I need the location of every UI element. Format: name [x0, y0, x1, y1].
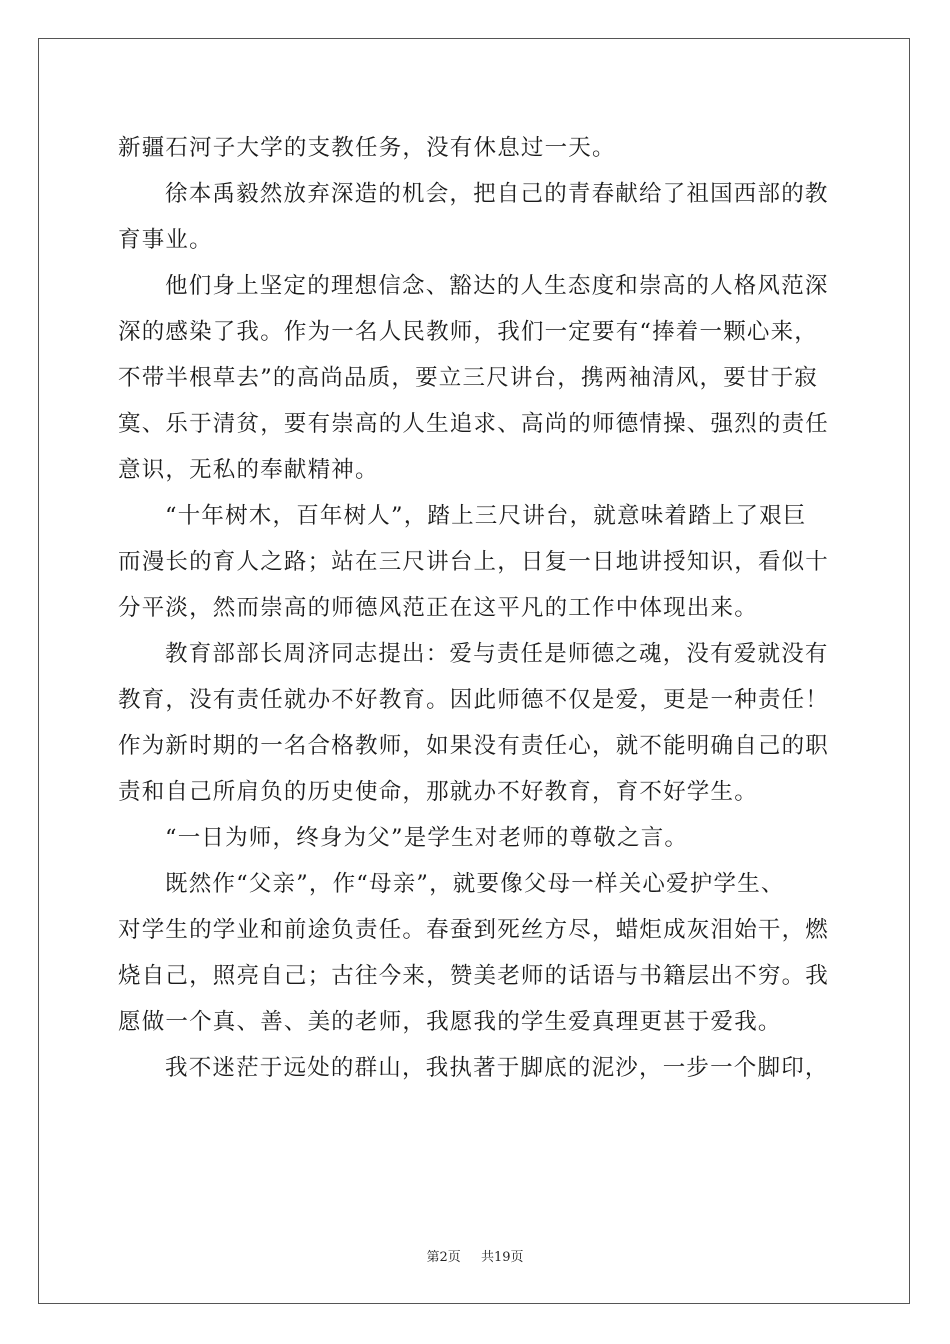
page-number: 第2页: [426, 1250, 461, 1265]
text-line: 愿做一个真、善、美的老师，我愿我的学生爱真理更甚于爱我。: [118, 1009, 782, 1035]
text-line: 不带半根草去”的高尚品质，要立三尺讲台，携两袖清风，要甘于寂: [118, 365, 819, 391]
text-line: “一日为师，终身为父”是学生对老师的尊敬之言。: [165, 825, 689, 851]
text-line: 烧自己，照亮自己；古往今来，赞美老师的话语与书籍层出不穷。我: [118, 963, 830, 989]
text-line: 对学生的学业和前途负责任。春蚕到死丝方尽，蜡炬成灰泪始干，燃: [118, 917, 830, 943]
page-footer: [0, 1246, 950, 1265]
text-line: 新疆石河子大学的支教任务，没有休息过一天。: [118, 135, 616, 161]
text-line: 教育，没有责任就办不好教育。因此师德不仅是爱，更是一种责任！: [118, 687, 830, 713]
text-line: 我不迷茫于远处的群山，我执著于脚底的泥沙，一步一个脚印，: [165, 1055, 829, 1081]
text-line: 意识，无私的奉献精神。: [118, 457, 379, 483]
text-line: 教育部部长周济同志提出：爱与责任是师德之魂，没有爱就没有: [165, 641, 829, 667]
text-line: 而漫长的育人之路；站在三尺讲台上，日复一日地讲授知识，看似十: [118, 549, 830, 575]
text-line: 责和自己所肩负的历史使命，那就办不好教育，育不好学生。: [118, 779, 758, 805]
text-line: “十年树木，百年树人”，踏上三尺讲台，就意味着踏上了艰巨: [165, 503, 807, 529]
text-line: 他们身上坚定的理想信念、豁达的人生态度和崇高的人格风范深: [165, 273, 829, 299]
text-line: 育事业。: [118, 227, 213, 253]
text-line: 作为新时期的一名合格教师，如果没有责任心，就不能明确自己的职: [118, 733, 830, 759]
text-line: 寞、乐于清贫，要有崇高的人生追求、高尚的师德情操、强烈的责任: [118, 411, 830, 437]
document-body: [118, 125, 832, 1091]
page-total: 共19页: [480, 1250, 524, 1265]
text-line: 分平淡，然而崇高的师德风范正在这平凡的工作中体现出来。: [118, 595, 758, 621]
text-line: 徐本禹毅然放弃深造的机会，把自己的青春献给了祖国西部的教: [165, 181, 829, 207]
text-line: 深的感染了我。作为一名人民教师，我们一定要有“捧着一颗心来，: [118, 319, 819, 345]
text-line: 既然作“父亲”，作“母亲”，就要像父母一样关心爱护学生、: [165, 871, 785, 897]
